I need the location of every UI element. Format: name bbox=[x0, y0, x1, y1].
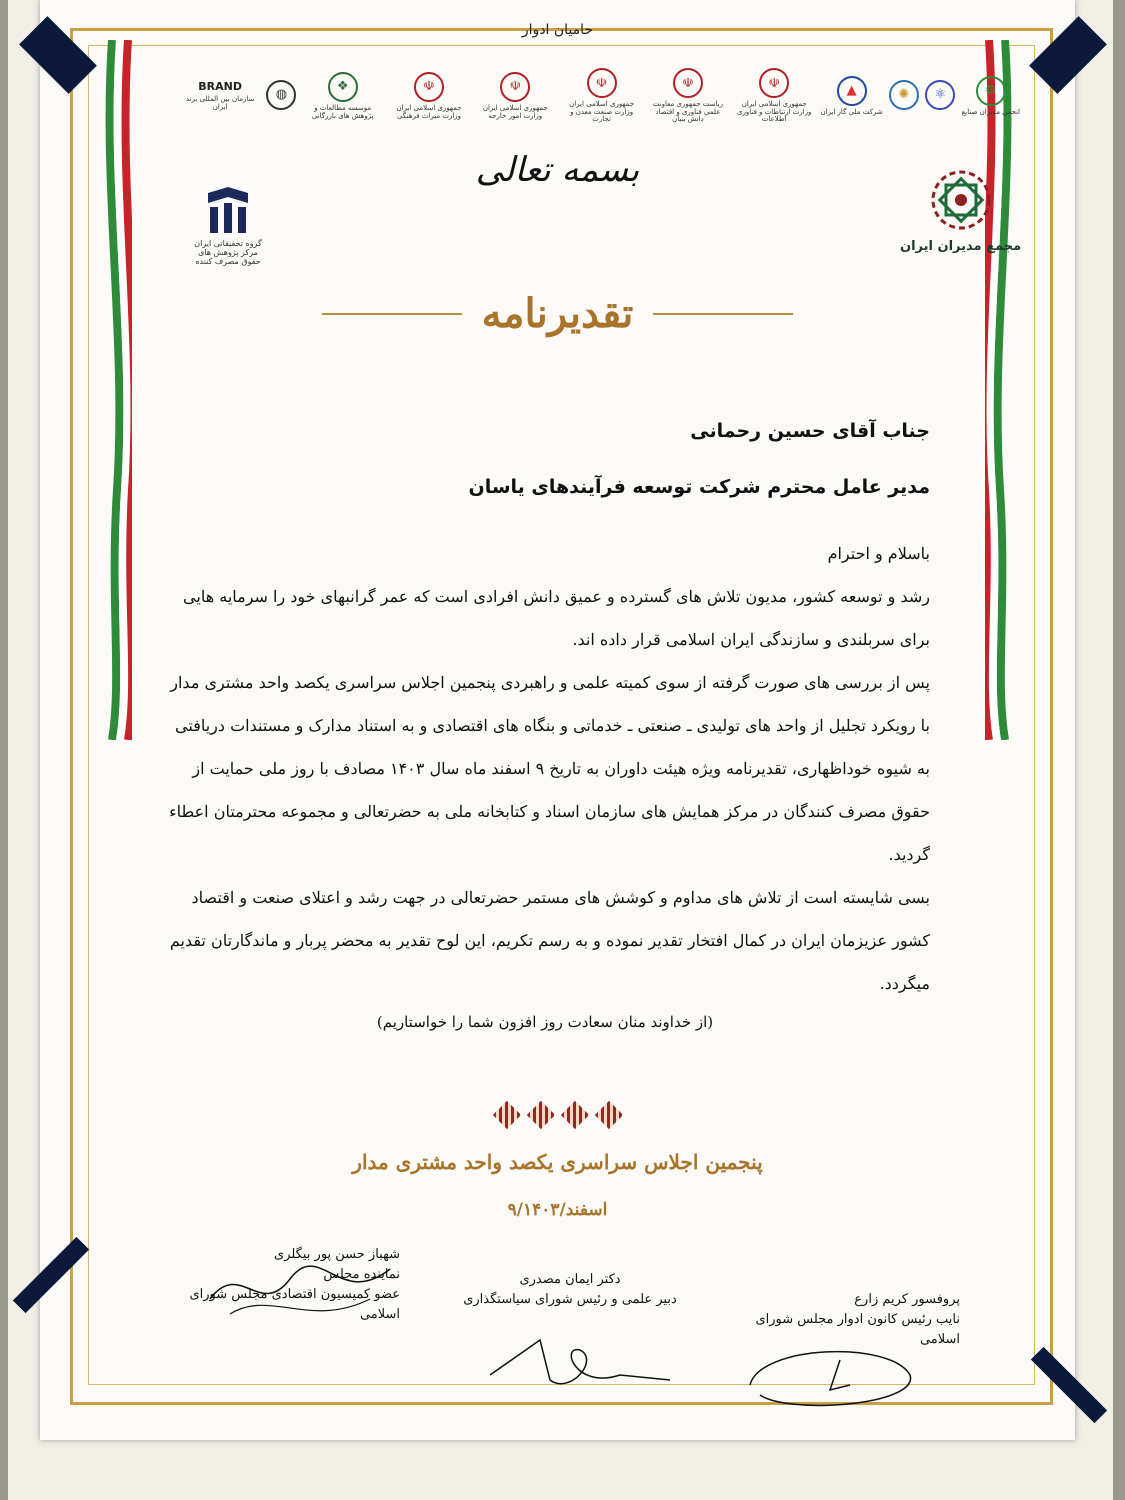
signer-title: نماینده مجلس bbox=[323, 1267, 400, 1282]
brand-icon: BRAND سازمان بین المللی برند ایران bbox=[185, 80, 255, 112]
signer-title: دبیر علمی و رئیس شورای سیاستگذاری bbox=[463, 1292, 677, 1307]
recipient-name: جناب آقای حسین رحمانی bbox=[690, 420, 930, 442]
title-divider-left bbox=[322, 313, 462, 315]
signature-scribble-icon bbox=[730, 1335, 930, 1415]
iran-managers-assembly-logo: مجمع مدیران ایران bbox=[900, 165, 1021, 254]
ornament-row bbox=[40, 1105, 1075, 1125]
signer-name: شهباز حسن پور بیگلری bbox=[274, 1247, 400, 1262]
event-name: پنجمین اجلاس سراسری یکصد واحد مشتری مدار bbox=[352, 1150, 763, 1174]
ornament-diamond-icon bbox=[594, 1101, 622, 1129]
iran-emblem-icon: ☫ جمهوری اسلامی ایران وزارت ارتباطات و فناوری اطلاعات bbox=[734, 68, 814, 124]
signature-scribble-icon bbox=[200, 1239, 400, 1329]
flag-ribbon-right-icon bbox=[985, 40, 1045, 740]
iran-emblem-icon: ☫ ریاست جمهوری معاونت علمی فناوری و اقتصاد دانش بنیان bbox=[648, 68, 728, 124]
signature-block-right bbox=[730, 1290, 960, 1350]
body-paragraph: پس از بررسی های صورت گرفته از سوی کمیته علمی و راهبردی پنجمین اجلاس سراسری یکصد واحد مشتری مدار با رویکرد تجلیل از واحد های تولیدی ـ صنعتی ـ خدماتی و بنگاه های اقتصادی و به استناد مدارک و مستندات دریافتی به شیوه خوداظهاری، تقدیرنامه ویژه هیئت داوران به تاریخ ۹ اسفند ماه سال ۱۴۰۳ مصادف با روز ملی حمایت از حقوق مصرف کنندگان در مرکز همایش های سازمان اسناد و کتابخانه ملی به حضرتعالی و مجموعه محترمتان اعطاء گردید. bbox=[169, 673, 930, 864]
certificate-body bbox=[160, 420, 930, 1031]
ornament-diamond-icon bbox=[526, 1101, 554, 1129]
event-date: ۹/اسفند/۱۴۰۳ bbox=[507, 1200, 608, 1220]
recipient-title: مدیر عامل محترم شرکت توسعه فرآیندهای یاسان bbox=[468, 476, 930, 498]
book-icon: ❖ موسسه مطالعات و پژوهش های بازرگانی bbox=[303, 72, 383, 120]
sponsor-logo-row bbox=[180, 68, 1020, 124]
signature-block-left bbox=[180, 1245, 400, 1325]
greeting: باسلام و احترام bbox=[827, 544, 930, 563]
body-paragraph: رشد و توسعه کشور، مدیون تلاش های گسترده و عمیق دانش افرادی است که عمر گرانبهای خود را سرمایه هایی برای سربلندی و سازندگی ایران اسلامی قرار داده اند. bbox=[183, 587, 930, 649]
consumer-research-logo: گروه تحقیقاتی ایران مرکز پژوهش های حقوق مصرف کننده bbox=[188, 185, 268, 266]
iran-emblem-icon: ☫ جمهوری اسلامی ایران وزارت میراث فرهنگی bbox=[389, 72, 469, 120]
iran-emblem-icon: ☫ جمهوری اسلامی ایران وزارت صنعت معدن و تجارت bbox=[562, 68, 642, 124]
signer-name: پروفسور کریم زارع bbox=[854, 1292, 960, 1307]
rosette-icon: ✺ bbox=[889, 80, 919, 113]
signer-title: نایب رئیس کانون ادوار مجلس شورای اسلامی bbox=[755, 1312, 960, 1347]
body-paragraph: بسی شایسته است از تلاش های مداوم و کوشش های مستمر حضرتعالی در جهت رشد و اعتلای صنعت و اقتصاد کشور عزیزمان ایران در کمال افتخار تقدیر نموده و به رسم تکریم، این لوح تقدیر به محضر پربار و ماندگارتان تقدیم میگردد. bbox=[169, 888, 930, 993]
gear-flag-icon: ⚙ انجمن مدیران صنایع bbox=[962, 76, 1020, 117]
title-row bbox=[40, 290, 1075, 337]
pattern-star-icon bbox=[926, 165, 996, 235]
basmala: بسمه تعالی bbox=[475, 150, 640, 190]
signature-block-center bbox=[440, 1270, 700, 1310]
certificate-title: تقدیرنامه bbox=[481, 290, 634, 337]
flag-ribbon-left-icon bbox=[72, 40, 132, 740]
consumer-research-logo-icon bbox=[202, 185, 254, 237]
globe-icon: ◍ bbox=[266, 80, 296, 113]
atom-icon: ⚛ bbox=[925, 80, 955, 113]
signature-scribble-icon bbox=[480, 1320, 680, 1400]
flame-icon: ▲ شرکت ملی گاز ایران bbox=[820, 76, 882, 117]
ornament-diamond-icon bbox=[560, 1101, 588, 1129]
certificate bbox=[40, 0, 1075, 1440]
signer-name: دکتر ایمان مصدری bbox=[519, 1272, 621, 1287]
sponsors-label: حامیان ادوار bbox=[521, 22, 594, 38]
ornament-diamond-icon bbox=[492, 1101, 520, 1129]
closing-prayer: (از خداوند منان سعادت روز افزون شما را خواستاریم) bbox=[376, 1013, 714, 1031]
title-divider-right bbox=[653, 313, 793, 315]
signer-title: عضو کمیسیون اقتصادی مجلس شورای اسلامی bbox=[189, 1287, 400, 1322]
iran-emblem-icon: ☫ جمهوری اسلامی ایران وزارت امور خارجه bbox=[475, 72, 555, 120]
